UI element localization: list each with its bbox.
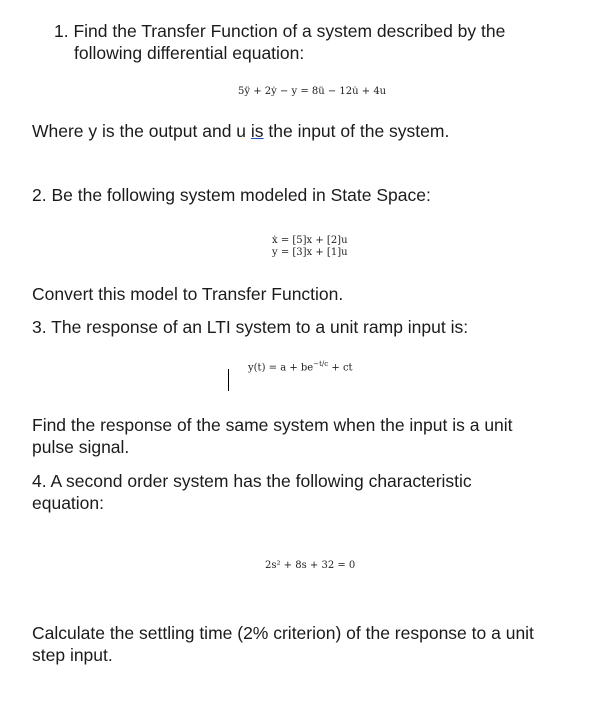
q4-text-line1b: equation: [32,493,105,513]
text-cursor [228,369,229,391]
q3-eq-post: + ct [328,362,353,374]
q1-text-line2: following differential equation: [74,43,305,63]
q1-equation: 5ÿ + 2ẏ − y = 8ü − 12u̇ + 4u [238,86,387,97]
q3-equation [248,360,353,373]
q4-text-line2a: Calculate the settling time (2% criterion) of the response to a unit [32,623,534,643]
q2-text-line2: Convert this model to Transfer Function. [32,284,344,304]
q3-text-line2a: Find the response of the same system when the input is a unit [32,415,513,435]
where-pre: Where y is the output and u [32,121,251,141]
q4-equation: 2s² + 8s + 32 = 0 [265,560,356,571]
where-is-underlined: is [250,121,264,141]
q4-text-line2b: step input. [32,645,113,665]
q1-where-text [32,120,449,142]
q2-text-line1: 2. Be the following system modeled in State Space: [32,185,431,205]
q3-text-line1: 3. The response of an LTI system to a unit ramp input is: [32,317,469,337]
q2-equation-2: y = [3]x + [1]u [272,247,348,258]
q2-equation-1: ẋ = [5]x + [2]u [272,235,348,246]
q3-text-line2b: pulse signal. [32,437,130,457]
q1-text-line1: 1. Find the Transfer Function of a system described by the [54,21,506,41]
q3-eq-exponent: −t/c [313,360,329,368]
q3-eq-pre: y(t) = a + be [248,362,314,374]
where-post: the input of the system. [263,121,450,141]
q4-text-line1a: 4. A second order system has the following characteristic [32,471,472,491]
